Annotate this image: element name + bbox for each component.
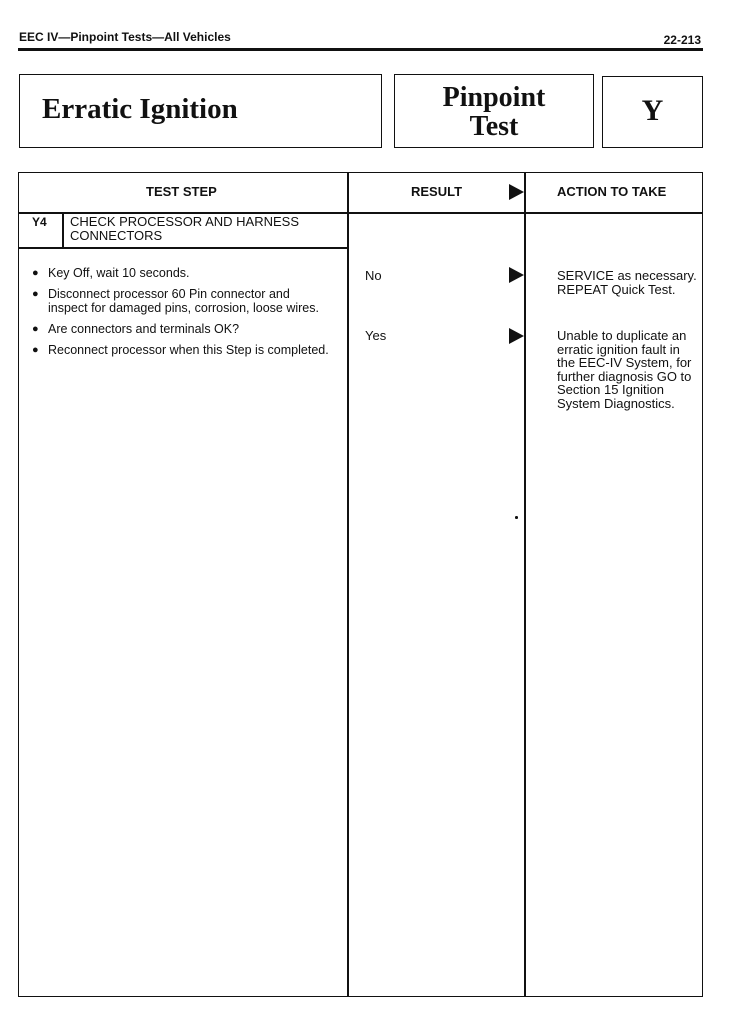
arrow-right-icon <box>509 184 524 200</box>
step-instructions <box>32 266 332 364</box>
column-divider-2 <box>524 172 526 997</box>
title-box <box>19 74 382 148</box>
action-header: ACTION TO TAKE <box>557 184 667 199</box>
arrow-right-icon <box>509 328 524 344</box>
step-number-divider <box>62 212 64 248</box>
test-letter-box <box>602 76 703 148</box>
column-divider-1 <box>347 172 349 997</box>
instruction-item: ● Are connectors and terminals OK? <box>32 322 332 336</box>
page-title: Erratic Ignition <box>42 93 238 125</box>
action-no: SERVICE as necessary. REPEAT Quick Test. <box>557 268 697 297</box>
step-title-divider <box>18 247 348 249</box>
test-step-header: TEST STEP <box>146 184 217 199</box>
instruction-item: ● Disconnect processor 60 Pin connector and inspect for damaged pins, corrosion, loose wires. <box>32 287 332 315</box>
step-number: Y4 <box>32 215 47 229</box>
test-letter: Y <box>641 94 664 127</box>
result-yes: Yes <box>365 328 387 343</box>
stray-mark <box>515 516 518 519</box>
pinpoint-test-box <box>394 74 594 148</box>
arrow-right-icon <box>509 267 524 283</box>
instruction-item: ● Reconnect processor when this Step is completed. <box>32 343 332 357</box>
action-yes: Unable to duplicate an erratic ignition fault in the EEC-IV System, for further diagnosis GO to Section 15 Ignition System Diagnostics. <box>557 328 692 411</box>
step-title: CHECK PROCESSOR AND HARNESS CONNECTORS <box>70 214 299 243</box>
instruction-item: ● Key Off, wait 10 seconds. <box>32 266 332 280</box>
result-no: No <box>365 268 382 283</box>
result-header: RESULT <box>411 184 463 199</box>
pinpoint-label: Pinpoint <box>442 82 546 113</box>
test-label: Test <box>469 111 519 142</box>
page-number: 22-213 <box>663 33 701 47</box>
header-rule <box>18 48 703 51</box>
section-header: EEC IV—Pinpoint Tests—All Vehicles <box>19 30 231 44</box>
